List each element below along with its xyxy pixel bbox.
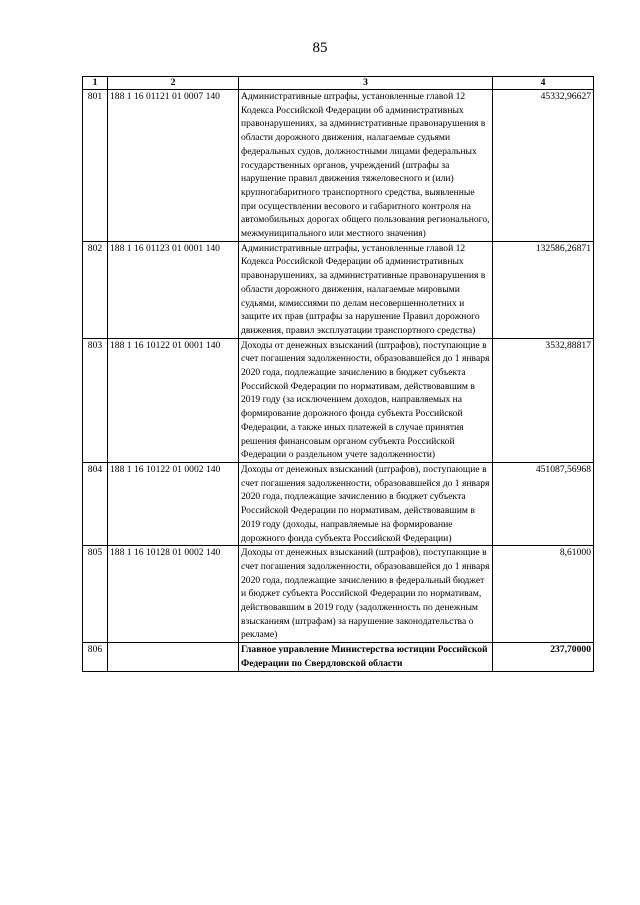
administrator-total: 237,70000: [493, 643, 594, 671]
table-row-administrator: [83, 643, 594, 671]
budget-code: 188 1 16 10128 01 0002 140: [108, 546, 239, 643]
row-number: 806: [83, 643, 108, 671]
budget-code: 188 1 16 01123 01 0001 140: [108, 241, 239, 338]
row-number: 802: [83, 241, 108, 338]
administrator-name: Главное управление Министерства юстиции Российской Федерации по Свердловской области: [239, 643, 493, 671]
budget-revenue-table: [82, 76, 594, 672]
row-number: 801: [83, 90, 108, 242]
table-row: [83, 241, 594, 338]
budget-code: 188 1 16 10122 01 0001 140: [108, 338, 239, 462]
table-row: [83, 462, 594, 545]
table-row: [83, 338, 594, 462]
revenue-amount: 451087,56968: [493, 462, 594, 545]
table-header-row: [83, 77, 594, 90]
header-col-4: 4: [493, 77, 594, 90]
revenue-amount: 3532,88817: [493, 338, 594, 462]
revenue-name: Доходы от денежных взысканий (штрафов), поступающие в счет погашения задолженности, образовавшейся до 1 января 2020 года, подлежащие зачислению в бюджет субъекта Российской Федерации по нормативам, действовавшим в 2019 году (доходы, направляемые на формирование дорожного фонда субъекта Российской Федерации): [239, 462, 493, 545]
header-col-1: 1: [83, 77, 108, 90]
revenue-name: Доходы от денежных взысканий (штрафов), поступающие в счет погашения задолженности, образовавшейся до 1 января 2020 года, подлежащие зачислению в федеральный бюджет и бюджет субъекта Российской Федерации по нормативам, действовавшим в 2019 году (задолженность по денежным взысканиям (штрафам) за нарушение законодательства о рекламе): [239, 546, 493, 643]
row-number: 805: [83, 546, 108, 643]
revenue-amount: 8,61000: [493, 546, 594, 643]
budget-code: 188 1 16 01121 01 0007 140: [108, 90, 239, 242]
revenue-name: Административные штрафы, установленные главой 12 Кодекса Российской Федерации об административных правонарушениях, за административные правонарушения в области дорожного движения, налагаемые судьями федеральных судов, должностными лицами федеральных государственных органов, учреждений (штрафы за нарушение правил движения тяжеловесного и (или) крупногабаритного транспортного средства, выявленные при осуществлении весового и габаритного контроля на автомобильных дорогах общего пользования регионального, межмуниципального или местного значения): [239, 90, 493, 242]
revenue-amount: 132586,26871: [493, 241, 594, 338]
table-row: [83, 546, 594, 643]
budget-code: 188 1 16 10122 01 0002 140: [108, 462, 239, 545]
header-col-2: 2: [108, 77, 239, 90]
revenue-name: Административные штрафы, установленные главой 12 Кодекса Российской Федерации об административных правонарушениях, за административные правонарушения в области дорожного движения, налагаемые мировыми судьями, комиссиями по делам несовершеннолетних и защите их прав (штрафы за нарушение Правил дорожного движения, правил эксплуатации транспортного средства): [239, 241, 493, 338]
table-row: [83, 90, 594, 242]
budget-code: [108, 643, 239, 671]
row-number: 803: [83, 338, 108, 462]
revenue-name: Доходы от денежных взысканий (штрафов), поступающие в счет погашения задолженности, образовавшейся до 1 января 2020 года, подлежащие зачислению в бюджет субъекта Российской Федерации по нормативам, действовавшим в 2019 году (за исключением доходов, направляемых на формирование дорожного фонда субъекта Российской Федерации, а также иных платежей в случае принятия решения финансовым органом субъекта Российской Федерации о раздельном учете задолженности): [239, 338, 493, 462]
header-col-3: 3: [239, 77, 493, 90]
revenue-amount: 45332,96627: [493, 90, 594, 242]
row-number: 804: [83, 462, 108, 545]
page-number: 85: [312, 40, 328, 56]
